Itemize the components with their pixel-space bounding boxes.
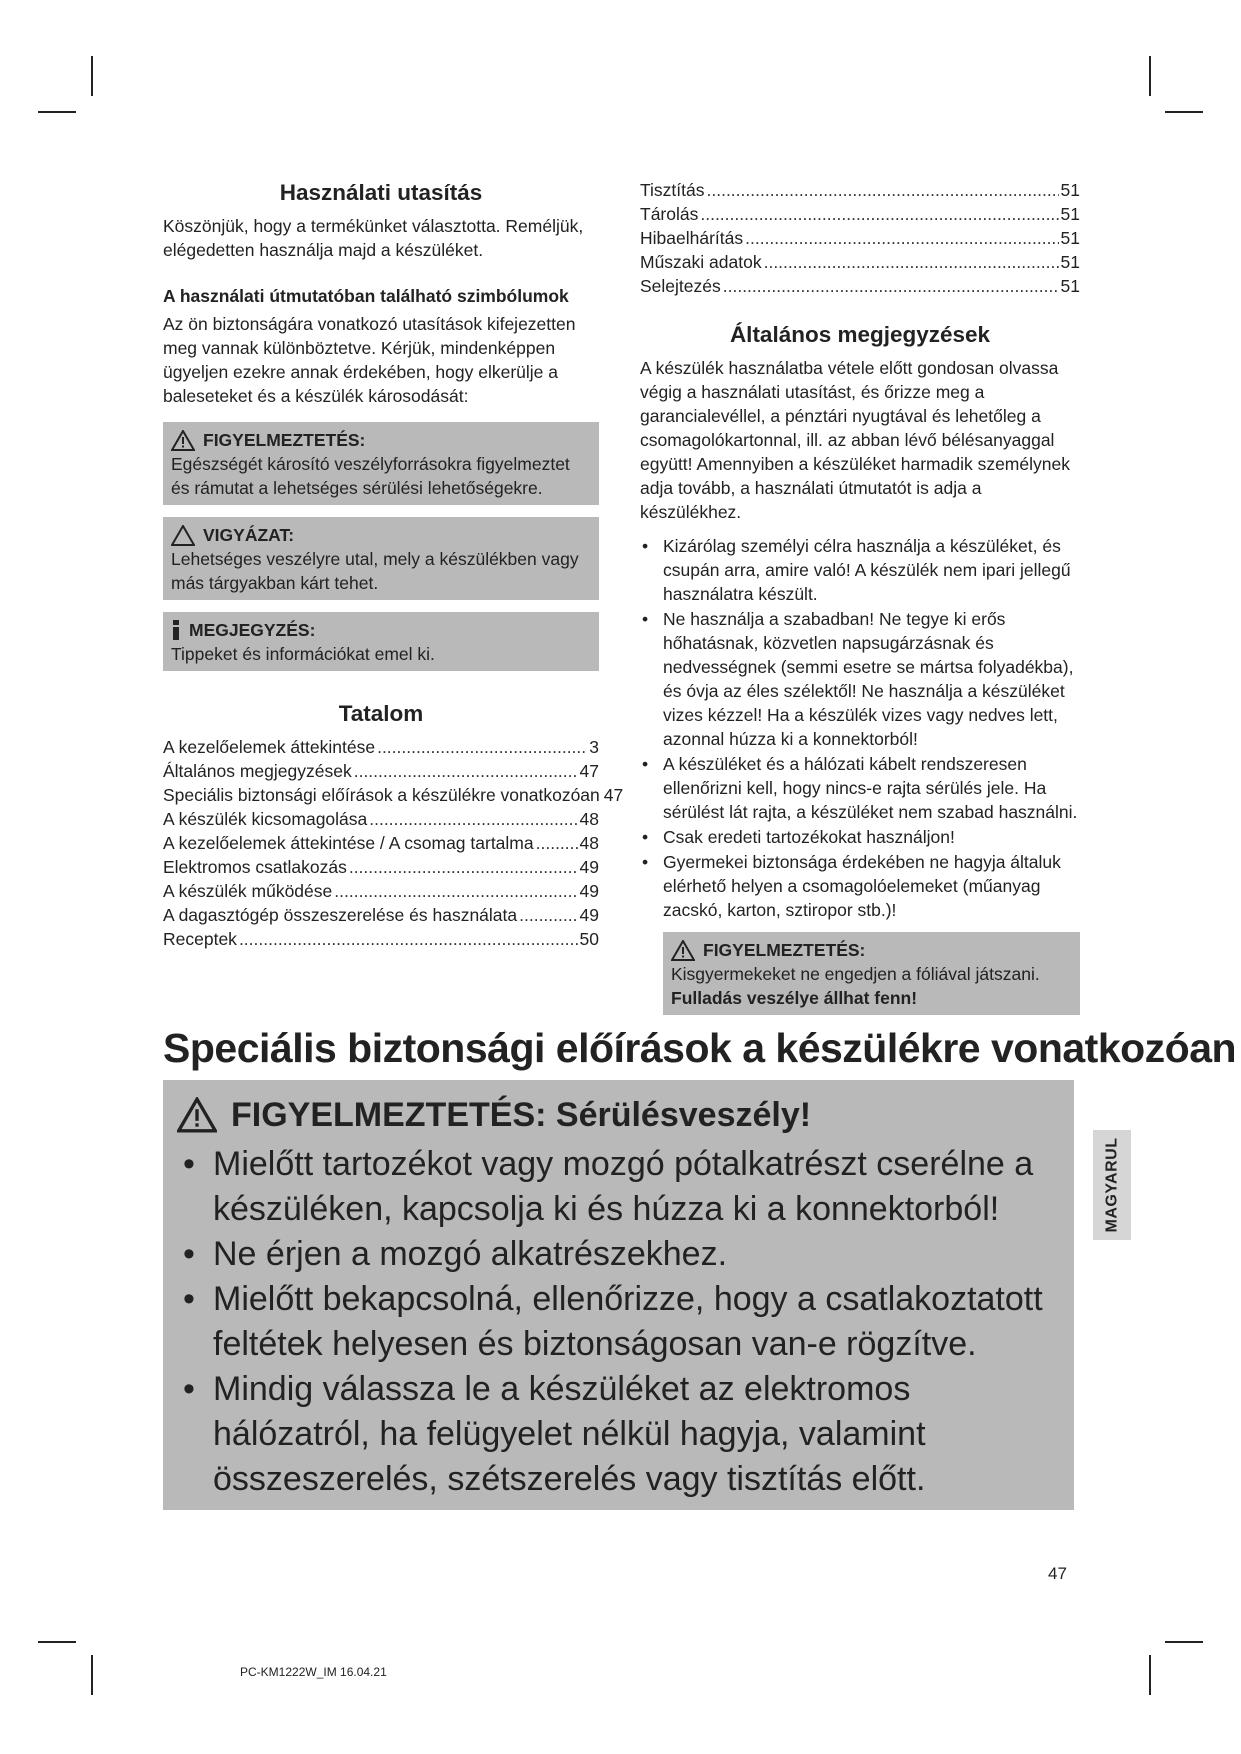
toc-leader-dots	[239, 927, 578, 951]
toc-entry	[163, 903, 599, 927]
toc-entry-page: 49	[579, 857, 599, 877]
toc-entry-page: 47	[603, 785, 624, 805]
page-number: 47	[1048, 1564, 1067, 1583]
toc-entry-page: 51	[1060, 276, 1080, 296]
toc-leader-dots	[349, 855, 578, 879]
bullet-item: • Csak eredeti tartozékokat használjon!	[640, 825, 1080, 849]
info-icon	[171, 620, 181, 640]
child-warning-title: FIGYELMEZTETÉS:	[703, 940, 866, 960]
warning-box-title: FIGYELMEZTETÉS:	[203, 430, 366, 450]
toc-entry-label: Tárolás	[640, 204, 699, 224]
footer-code: PC-KM1222W_IM 16.04.21	[240, 1665, 387, 1679]
toc-entry-label: Speciális biztonsági előírások a készülékre vonatkozóan	[163, 785, 600, 805]
toc-entry	[163, 759, 599, 783]
crop-mark	[91, 1655, 93, 1695]
manual-title: Használati utasítás	[279, 180, 483, 205]
toc-entry	[640, 202, 1080, 226]
toc-list	[163, 735, 624, 951]
toc-leader-dots	[334, 879, 577, 903]
warning-triangle-icon	[671, 940, 695, 961]
crop-mark	[91, 56, 93, 96]
general-bullet-list	[640, 534, 1080, 922]
toc-entry	[163, 783, 624, 807]
bullet-item: • Gyermekei biztonsága érdekében ne hagyja általuk elérhető helyen a csomagolóelemeket (műanyag zacskó, karton, sztiropor stb.)!	[640, 850, 1080, 922]
bullet-item: • Mielőtt tartozékot vagy mozgó pótalkatrészt cserélne a készüléken, kapcsolja ki és húzza ki a konnektorból!	[177, 1142, 1058, 1232]
toc-entry	[640, 250, 1080, 274]
language-tab	[1093, 1130, 1131, 1240]
toc-entry-page: 47	[579, 761, 599, 781]
bullet-item: • Ne érjen a mozgó alkatrészekhez.	[177, 1232, 1058, 1277]
note-box-text: Tippeket és információkat emel ki.	[171, 644, 435, 664]
toc-leader-dots	[536, 831, 578, 855]
child-warning-text: Kisgyermekeket ne engedjen a fóliával játszani. Fulladás veszélye állhat fenn!	[671, 964, 1040, 1008]
special-safety-title: Speciális biztonsági előírások a készülékre vonatkozóan	[163, 1025, 1237, 1071]
right-column	[640, 178, 1080, 1015]
symbols-heading: A használati útmutatóban található szimbólumok	[163, 286, 569, 306]
toc-leader-dots	[707, 178, 1059, 202]
caution-triangle-icon	[171, 525, 195, 546]
special-warning-title: FIGYELMEZTETÉS: Sérülésveszély!	[231, 1096, 812, 1134]
toc-leader-dots	[377, 735, 587, 759]
bullet-item: • Mindig válassza le a készüléket az elektromos hálózatról, ha felügyelet nélkül hagyja, valamint összeszerelés, szétszerelés vagy tisztítás előtt.	[177, 1367, 1058, 1502]
general-text: A készülék használatba vétele előtt gondosan olvassa végig a használati utasítást, és őrizze meg a garancialevéllel, a pénztári nyugtával és lehetőleg a csomagolókartonnal, ill. az abban lévő bélésanyaggal együtt! Amennyiben a készüléket harmadik személynek adja tovább, a használati útmutatót is adja a készülékhez.	[640, 358, 1070, 522]
special-bullet-list	[177, 1142, 1058, 1502]
bullet-item: • Mielőtt bekapcsolná, ellenőrizze, hogy a csatlakoztatott feltétek helyesen és biztonságosan van-e rögzítve.	[177, 1277, 1058, 1367]
caution-box	[163, 517, 599, 600]
toc-entry-label: A készülék kicsomagolása	[163, 809, 368, 829]
language-tab-label: MAGYARUL	[1103, 1137, 1120, 1233]
toc-entry-label: Hibaelhárítás	[640, 228, 744, 248]
toc-entry	[163, 927, 599, 951]
intro-text: Köszönjük, hogy a termékünket választotta. Reméljük, elégedetten használja majd a készüléket.	[163, 216, 584, 260]
special-warning-box	[163, 1080, 1074, 1510]
toc-entry-page: 51	[1060, 180, 1080, 200]
toc-entry-page: 51	[1060, 228, 1080, 248]
toc-leader-dots	[700, 202, 1058, 226]
toc-entry-page: 49	[579, 881, 599, 901]
toc-entry-label: Tisztítás	[640, 180, 705, 200]
bullet-item: • Kizárólag személyi célra használja a készüléket, és csupán arra, amire való! A készülék nem ipari jellegű használatra készült.	[640, 534, 1080, 606]
toc-entry-label: A készülék működése	[163, 881, 333, 901]
toc-entry-page: 51	[1060, 204, 1080, 224]
general-title: Általános megjegyzések	[729, 322, 991, 347]
toc-title: Tatalom	[338, 701, 424, 726]
caution-box-text: Lehetséges veszélyre utal, mely a készülékben vagy más tárgyakban kárt tehet.	[171, 549, 579, 593]
crop-mark	[38, 111, 76, 113]
toc-entry	[163, 879, 599, 903]
toc-entry	[640, 226, 1080, 250]
toc-entry	[163, 855, 599, 879]
toc-leader-dots	[369, 807, 577, 831]
toc-entry-page: 49	[579, 905, 599, 925]
toc-entry	[163, 735, 599, 759]
toc-leader-dots	[354, 759, 578, 783]
toc-entry-label: Receptek	[163, 929, 237, 949]
toc-entry-label: Általános megjegyzések	[163, 761, 352, 781]
toc-entry-page: 3	[589, 737, 599, 757]
toc-entry-page: 51	[1060, 252, 1080, 272]
toc-entry	[163, 831, 599, 855]
toc-entry-page: 48	[579, 809, 599, 829]
symbols-text: Az ön biztonságára vonatkozó utasítások kifejezetten meg vannak különböztetve. Kérjük, mindenképpen ügyeljen ezekre annak érdekében, hogy elkerülje a baleseteket és a készülék károsodását:	[163, 314, 576, 406]
toc-entry-page: 50	[579, 929, 599, 949]
crop-mark	[1165, 1641, 1203, 1643]
toc-entry	[640, 178, 1080, 202]
toc-entry-label: Selejtezés	[640, 276, 721, 296]
crop-mark	[38, 1641, 76, 1643]
toc-entry-label: A kezelőelemek áttekintése	[163, 737, 376, 757]
toc-leader-dots	[745, 226, 1058, 250]
warning-triangle-icon	[177, 1097, 217, 1133]
caution-box-title: VIGYÁZAT:	[203, 525, 295, 545]
toc-entry-label: Elektromos csatlakozás	[163, 857, 347, 877]
toc-leader-dots	[723, 274, 1059, 298]
note-box-title: MEGJEGYZÉS:	[189, 620, 316, 640]
bullet-item: • Ne használja a szabadban! Ne tegye ki erős hőhatásnak, közvetlen napsugárzásnak és nedvességnek (semmi esetre se mártsa folyadékba), és óvja az éles szélektől! Ne használja a készüléket vizes kézzel! Ha a készülék vizes vagy nedves lett, azonnal húzza ki a konnektorból!	[640, 607, 1080, 751]
toc-entry	[640, 274, 1080, 298]
toc-entry-label: A dagasztógép összeszerelése és használata	[163, 905, 518, 925]
toc-entry-label: A kezelőelemek áttekintése / A csomag tartalma	[163, 833, 534, 853]
toc-entry	[163, 807, 599, 831]
crop-mark	[1149, 56, 1151, 96]
toc-entry-page: 48	[579, 833, 599, 853]
warning-triangle-icon	[171, 430, 195, 451]
child-warning-box	[663, 932, 1080, 1015]
warning-box	[163, 422, 599, 505]
toc-leader-dots	[764, 250, 1059, 274]
toc-leader-dots	[519, 903, 577, 927]
bullet-item: • A készüléket és a hálózati kábelt rendszeresen ellenőrizni kell, hogy nincs-e rajta sérülés jele. Ha sérülést lát rajta, a készüléket nem szabad használni.	[640, 752, 1080, 824]
crop-mark	[1165, 111, 1203, 113]
note-box	[163, 612, 599, 671]
toc-entry-label: Műszaki adatok	[640, 252, 762, 272]
left-column	[163, 178, 624, 951]
warning-box-text: Egészségét károsító veszélyforrásokra figyelmeztet és rámutat a lehetséges sérülési lehetőségekre.	[171, 454, 570, 498]
crop-mark	[1149, 1655, 1151, 1695]
toc-list-continued	[640, 178, 1080, 298]
